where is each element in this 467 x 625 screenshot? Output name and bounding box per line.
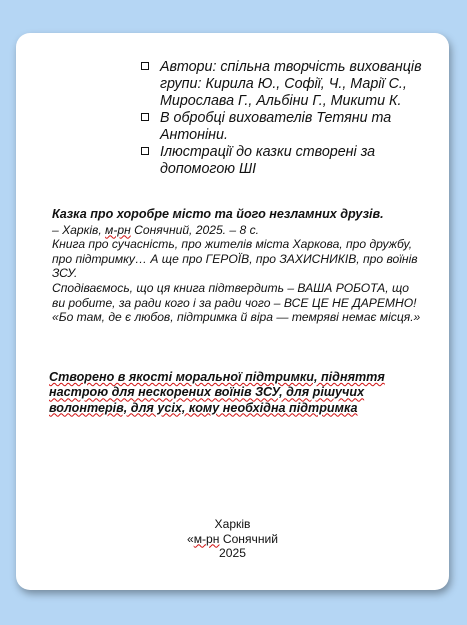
credits-item-editors [140,110,440,144]
imprint-footer [16,517,449,561]
checkbox-bullet-icon [141,62,149,70]
dedication-text [49,370,424,416]
footer-year: 2025 [219,546,246,561]
publication-place-prefix: – Харків, [52,222,106,237]
district-abbreviation: м-рн [105,222,131,237]
credits-list [140,59,440,178]
book-title: Казка про хоробре місто та його незламних друзів. [52,207,384,221]
dedication-span: Створено в якості моральної підтримки, підняття настрою для нескорених воїнів ЗСУ, для рішучих волонтерів, для усіх, кому необхідна підтримка [49,370,385,415]
publication-place-suffix: Сонячний, 2025. – 8 с. [130,222,259,237]
credits-item-text: Ілюстрації до казки створені за допомогою ШІ [160,144,376,177]
credits-item-text: Автори: спільна творчість вихованців групи: Кирила Ю., Софії, Ч., Марії С., Мирослава Г., Альбіни Г., Микити К. [160,59,422,109]
bibliographic-description [52,207,422,325]
book-summary: Книга про сучасність, про жителів міста Харкова, про дружбу, про підтримку… А ще про ГЕРОЇВ, про ЗАХИСНИКІВ, про воїнів ЗСУ. [52,237,418,281]
checkbox-bullet-icon [141,147,149,155]
footer-district-abbr: м-рн [193,531,220,546]
credits-item-text: В обробці вихователів Тетяни та Антоніни. [160,110,392,143]
footer-district-name: Сонячний [219,531,279,546]
book-message: Сподіваємось, що ця книга підтвердить – ВАША РОБОТА, що ви робите, за ради кого і за ради чого – ВСЕ ЦЕ НЕ ДАРЕМНО! «Бо там, де є любов, підтримка й віра — темряві немає місця.» [52,280,421,325]
footer-district [16,532,449,547]
publication-info [52,223,422,238]
footer-district-quote: « [186,531,194,546]
footer-city: Харків [214,517,251,531]
checkbox-bullet-icon [141,113,149,121]
document-page [16,33,449,590]
credits-item-illustrations [140,144,440,178]
credits-item-authors [140,59,440,110]
